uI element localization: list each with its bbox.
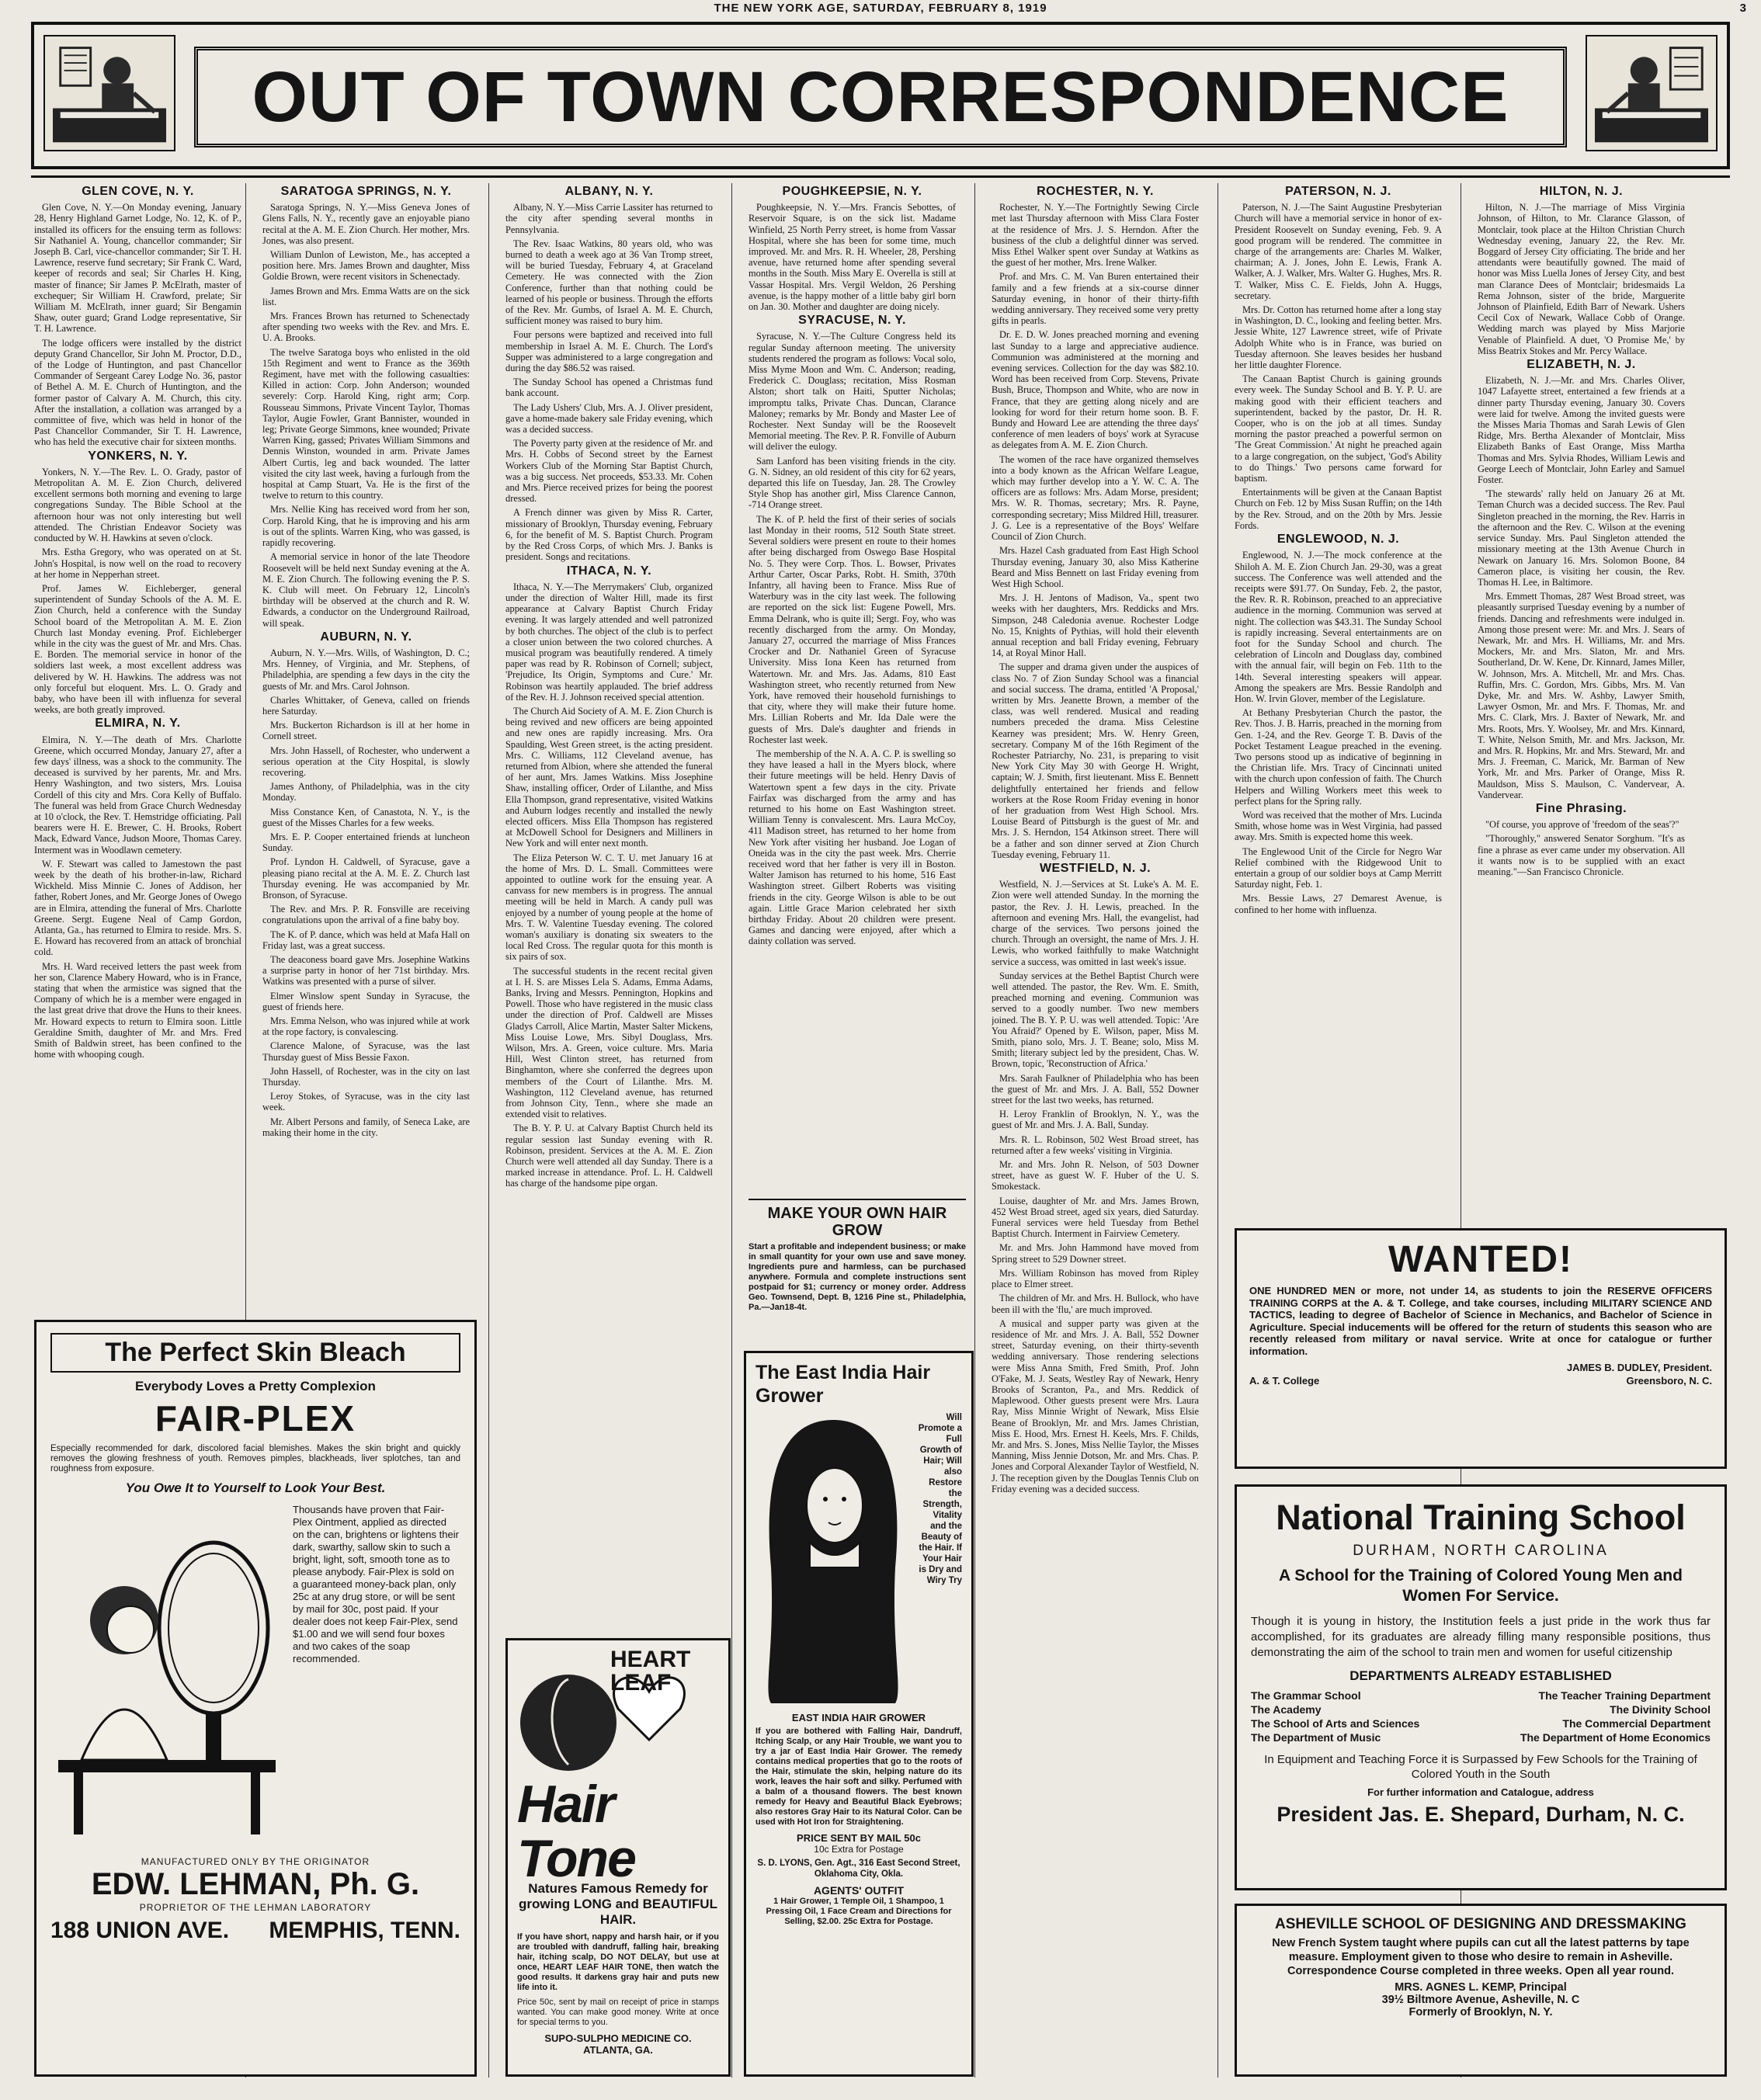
dateline-heading: GLEN COVE, N. Y. [82,185,194,198]
fairplex-maker-line: MANUFACTURED ONLY BY THE ORIGINATOR [141,1856,370,1867]
eastindia-title: The East India Hair Grower [755,1362,931,1407]
news-paragraph: Word was received that the mother of Mrs. Lucinda Smith, whose home was in West Virginia, had passed away. Mrs. Smith is expected home this week. [1235,809,1442,843]
news-paragraph: Mrs. H. Ward received letters the past week from her son, Clarence Mabery Howard, who is in France, stating that when the armistice was signed that the Company of which he is a member were engaged in the last great drive that drove the Huns to their knees. Mr. Howard expects to return to Elmira soon. Little Geraldine Smith, daughter of Mr. and Mrs. Fred Smith of Baldwin street, has been confined to the home with whooping cough. [34,960,241,1060]
heartleaf-company: SUPO-SULPHO MEDICINE CO. [544,2032,692,2044]
news-paragraph: Miss Constance Ken, of Canastota, N. Y., is the guest of the Misses Charles for a few weeks. [262,806,470,828]
dateline-heading: ROCHESTER, N. Y. [1037,185,1154,198]
news-paragraph: Poughkeepsie, N. Y.—Mrs. Francis Sebottes, of Reservoir Square, is on the sick list. Madame Winfield, 25 North Perry street, is home from Vassar Hospital, where she has been for some time, much improved. Mr. and Mrs. R. H. Wheeler, 28, Pershing avenue, have returned home after spending several months in the South. Miss Mary E. Overella is still at Vassar Hospital. Mrs. Vergil Weldon, 26 Pershing avenue, is the happy mother of a little baby girl born on Jan. 30. Mother and daughter are doing nicely. [749,202,956,313]
news-paragraph: Mrs. Nellie King has received word from her son, Corp. Harold King, that he is improving and his arm is out of the splints. Warren King, who was gassed, is rapidly recovering. [262,504,470,549]
news-paragraph: Mrs. Hazel Cash graduated from East High School Thursday evening, January 30, also Miss Katherine Beard and Miss Bennett on last Friday evening from West High School. [992,545,1199,589]
news-column-3 [505,183,713,1363]
news-paragraph: Clarence Malone, of Syracuse, was the last Thursday guest of Miss Bessie Faxon. [262,1040,470,1063]
news-paragraph: Hilton, N. J.—The marriage of Miss Virginia Johnson, of Hilton, to Mr. Clarance Glasson, of Montclair, took place at the Hilton Christian Church Wednesday evening, January 22, the Rev. Mr. Boggard of Jersey City officiating. The bride and her attendants were beautifully gowned. The maid of honor was Miss Luella Jones of Jersey City, and best man Clarance Dees of Montclair; bridesmaids La Rema Johnson, sister of the bride, Marguerite Johnson of Plainfield, Edith Barr of Newark. Ushers Cecil Cox of Newark, Wallace Cobb of Orange. Wedding march was played by Miss Marjorie Venable of Plainfield. A duet, 'O Promise Me,' by Miss Beatrix Stokes and Mr. Percy Wallace. [1478,202,1685,356]
news-paragraph: Sam Lanford has been visiting friends in the city. G. N. Sidney, an old resident of this city for 62 years, departed this life on Tuesday, Jan. 28. The Crowley Style Shop has another girl, Miss Clarence Cannon, -714 Orange street. [749,455,956,511]
news-paragraph: The Rev. and Mrs. P. R. Fonsville are receiving congratulations upon the arrival of a fine baby boy. [262,904,470,926]
news-paragraph: Ithaca, N. Y.—The Merrymakers' Club, organized under the direction of Walter Hill, made its first appearance at Calvary Baptist Church Friday evening. It was largely attended and well patronized by both churches. The object of the club is to perfect a closer union between the two colored churches. A musical program was beautifully rendered. A timely paper was read by R. Robinson of Cornell; subject, 'Prejudice, Its Origin, Symptoms and Cure.' Mr. Robinson was heartily applauded. The brief address of the Rev. H. J. Johnson received special attention. [505,581,713,703]
correspondent-illustration-left [45,36,174,150]
asheville-former: Formerly of Brooklyn, N. Y. [1408,2006,1553,2018]
department-name: The Department of Home Economics [1520,1731,1711,1744]
department-name: The Teacher Training Department [1538,1689,1711,1702]
news-paragraph: Charles Whittaker, of Geneva, called on friends here Saturday. [262,694,470,717]
banner-cut-right [1586,35,1718,151]
hairgrow-body: Start a profitable and independent business; or make in small quantity for your own use and save money. Ingredients pure and harmless, can be purchased anywhere. Formula and complete instructions sent postpaid for $1; currency or money order. Address Geo. Townsend, Dept. B, 1216 Pine st., Philadelphia, Pa.—Jan18-4t. [749,1242,966,1312]
wanted-title: WANTED! [1388,1239,1573,1280]
long-hair-icon [755,1412,911,1707]
department-name: The School of Arts and Sciences [1251,1717,1420,1730]
news-paragraph: Leroy Stokes, of Syracuse, was in the city last week. [262,1091,470,1113]
news-paragraph: Elmer Winslow spent Sunday in Syracuse, the guest of friends here. [262,990,470,1012]
fairplex-body: Thousands have proven that Fair-Plex Ointment, applied as directed on the can, brightens or lightens their dark, swarthy, sallow skin to such a bright, light, soft, smooth tone as to please anybody. Fair-Plex is sold on a guaranteed money-back plan, only 25c at any drug store, or will be sent by mail for 30c, post paid. If your dealer does not keep Fair-Plex, send $1.00 and we will send four boxes and two cakes of the soap recommended. [293,1504,459,1664]
eastindia-company: S. D. LYONS, Gen. Agt., 316 East Second Street, Oklahoma City, Okla. [757,1859,960,1879]
news-paragraph: The Rev. Isaac Watkins, 80 years old, who was burned to death a week ago at 36 Van Tromp street, will be buried Tuesday, February 4, at Graceland Cemetery. He was connected with the Zion Conference, further than that nothing could be learned of his people or business. Through the efforts of the Rev. Mr. Gumbs, of Israel A. M. E. Church, sufficient money was raised to bury him. [505,238,713,327]
heartleaf-logo-main: Hair Tone [517,1775,635,1888]
mirror-icon [50,1504,283,1845]
eastindia-body: If you are bothered with Falling Hair, Dandruff, Itching Scalp, or any Hair Trouble, we want you to try a jar of East India Hair Grower. The remedy contains medical properties that go to the roots of the Hair, stimulate the skin, helping nature do its work, leaves the hair soft and silky. Perfumed with a balm of a thousand flowers. The best known remedy for Heavy and Beautiful Black Eyebrows; also restores Gray Hair to its Natural Color. Can be used with Hot Iron for Straightening. [755,1727,962,1827]
national-dept-list [1251,1689,1711,1744]
fairplex-subhead: You Owe It to Yourself to Look Your Best. [125,1480,386,1495]
column-rule [1217,183,1218,2077]
national-body: Though it is young in history, the Institution feels a just pride in the work thus far accomplished, for its graduates are already filling many responsible positions, thus demonstrating the aim of the school to train men and women for useful citizenship [1251,1615,1711,1659]
news-paragraph: Elizabeth, N. J.—Mr. and Mrs. Charles Oliver, 1047 Lafayette street, entertained a few friends at a dinner party Thursday evening, January 30. Covers were laid for twelve. Among the invited guests were the Misses Maria Thomas and Sarah Lewis of Glen Ridge, Mrs. Bertha Alexander of Montclair, Miss Elizabeth Banks of East Orange, Miss Martha Thomas and Mrs. Sylvia Rhodes, William Lewis and George Leech of Montclair, John Earley and Samuel Foster. [1478,375,1685,486]
dateline-heading: PATERSON, N. J. [1285,185,1391,198]
news-paragraph: Mrs. J. H. Jentons of Madison, Va., spent two weeks with her daughters, Mrs. Reddicks and Mrs. Simpson, 248 Caledonia avenue. Rochester Lodge No. 15, Knights of Pythias, will hold their eleventh annual reception and ball Friday evening, February 14, at Royal Minor Hall. [992,592,1199,659]
hairgrow-ad [749,1199,966,1345]
news-paragraph: Mrs. John Hassell, of Rochester, who underwent a serious operation at the City Hospital, is slowly recovering. [262,745,470,778]
news-paragraph: The Sunday School has opened a Christmas fund bank account. [505,377,713,399]
fairplex-city: MEMPHIS, TENN. [269,1918,460,1943]
news-paragraph: Yonkers, N. Y.—The Rev. L. O. Grady, pastor of Metropolitan A. M. E. Zion Church, delivered excellent sermons both morning and evening to large congregations Sunday. The Bible School at the afternoon hour was not only interesting but well attended. The Christian Endeavor Society was conducted by W. H. Hawkins at seven o'clock. [34,466,241,544]
news-paragraph: Mrs. Frances Brown has returned to Schenectady after spending two weeks with the Rev. and Mrs. E. U. A. Brooks. [262,311,470,344]
dateline-heading: HILTON, N. J. [1539,185,1624,198]
eastindia-postage: 10c Extra for Postage [814,1844,904,1855]
department-name: The Department of Music [1251,1731,1381,1744]
news-paragraph: The deaconess board gave Mrs. Josephine Watkins a surprise party in honor of her 71st birthday. Mrs. Watkins was presented with a purse of silver. [262,954,470,988]
news-paragraph: A French dinner was given by Miss R. Carter, missionary of Brooklyn, Thursday evening, February 6, for the benefit of M. S. Baptist Church. Program by the Red Cross Corps, of which Mrs. J. Banks is president. Songs and recitations. [505,507,713,563]
news-paragraph: Rochester, N. Y.—The Fortnightly Sewing Circle met last Thursday afternoon with Miss Clara Foster at the residence of Mrs. J. S. Herndon. After the business of the club a delightful dinner was served. Miss Ethel Walker spent over Sunday at Watkins as the guest of her mother, Mrs. Irene Walker. [992,202,1199,269]
fairplex-ad [34,1320,477,2077]
column-rule [974,183,975,2077]
news-paragraph: The Church Aid Society of A. M. E. Zion Church is being revived and new officers are being appointed and new ones are rapidly increasing. Mrs. Ora Spaulding, West Green street, is the acting president. Mrs. C. Williams, 112 Cleveland avenue, has returned from Albion, where she attended the funeral of her aunt, Mrs. James Watkins. Miss Josephine Shaw, installing officer, Order of Lilanthe, and Miss Ella Thompson, grand representative, visited Watkins and Auburn lodges recently and installed the newly elected officers. Miss Ella Thompson has registered at McDowell School for Designers and Milliners in New York and will enter next month. [505,705,713,849]
news-paragraph: "Thoroughly," answered Senator Sorghum. "It's as fine a phrase as ever came under my observation. All it wants now is to be supplied with an exact meaning."—San Francisco Chronicle. [1478,833,1685,877]
news-paragraph: Mrs. Emmett Thomas, 287 West Broad street, was pleasantly surprised Tuesday evening by a number of friends. Dancing and refreshments were indulged in. Among those present were: Mr. and Mrs. J. Sears of Newark, Mr. and Mrs. H. Williams, Mr. and Mrs. Mockers, Mr. and Mrs. Slaton, Mr. and Mrs. Southerland, Dr. W. Kene, Dr. Kinnard, James Miller, W. Johnson, Mrs. A. Mitchell, Mr. and Mrs. Chas. Ruffin, Mrs. C. Gordon, Mrs. Gibbs, Mrs. M. Van Dyke, Mr. and Mrs. W. Ashby, Lawyer Smith, Lawyer Osmon, Mr. and Mrs. F. Thomas, Mr. and Mrs. C. Clark, Mrs. J. Baxter of Newark, Mr. and Mrs. Roots, Mrs. Y. Woolsey, Mr. and Mrs. Kinnard, T. White, Nelson Smith, Mr. and Mrs. Jackson, Mr. and Mrs. R. Hopkins, Mr. and Mrs. Steward, Mr. and Mrs. J. Freeman, C. Marick, Mr. Barman of New York, Mr. and Mrs. Parker of Orange, Miss R. Mauldson, Miss S. Maulson, C. Vandervear, A. Vandervear. [1478,591,1685,800]
news-paragraph: John Hassell, of Rochester, was in the city on last Thursday. [262,1065,470,1088]
department-row [1251,1689,1711,1703]
news-paragraph: Syracuse, N. Y.—The Culture Congress held its regular Sunday afternoon meeting. The university students rendered the program as follows: Vocal solo, Miss Myme Moon and Wm. C. Anderson; reading, Frederick C. Douglass; recitation, Miss Rosman Alston; short talk on Haiti, Sputter Nicholas; impromptu talks, Private Chas. Duncan, Clarance Maloney; remarks by Mr. Bondy and Master Lee of Rochester. Next Sunday will be the Roosevelt Memorial meeting. The Rev. P. R. Fonville of Auburn will deliver the eulogy. [749,331,956,453]
news-paragraph: Mr. and Mrs. John R. Nelson, of 503 Downer street, have as guest W. F. Huber of the U. S. Smokestack. [992,1159,1199,1192]
masthead-line: THE NEW YORK AGE, SATURDAY, FEBRUARY 8, 1919 [714,2,1047,15]
news-paragraph: The children of Mr. and Mrs. H. Bullock, who have been ill with the 'flu,' are much improved. [992,1293,1199,1315]
dateline-heading: ELMIRA, N. Y. [95,717,181,731]
heartleaf-city: ATLANTA, GA. [583,2044,653,2056]
fairplex-recommend: Especially recommended for dark, discolored facial blemishes. Makes the skin bright and quickly removes the glowing freshness of youth. Removes pimples, blackheads, liver splotches, tan and roughness from exposure. [50,1444,460,1473]
fairplex-tagline: Everybody Loves a Pretty Complexion [135,1379,376,1394]
dateline-heading: ELIZABETH, N. J. [1527,358,1636,372]
news-paragraph: Glen Cove, N. Y.—On Monday evening, January 28, Henry Highland Garnet Lodge, No. 12, K. of P., installed its officers for the ensuing term as follows: Sir Nathaniel A. Young, chancellor commander; Sir Joseph B. Carl, vice-chancellor commander; Sir T. H. Lawrence, reserve fund secretary; Sir Frank C. Ward, keeper of records and seal; Sir Charles H. King, master of finance; Sir James P. McElrath, master of exchequer; Sir William H. Crawford, prelate; Sir William M. McElrath, inner guard; Sir Bengamin Shaw, outer guard; Grand Lodge representative, Sir T. H. Lawrence. [34,202,241,335]
news-paragraph: Mrs. Sarah Faulkner of Philadelphia who has been the guest of Mr. and Mrs. J. A. Ball, 552 Downer street for the last two weeks, has returned. [992,1072,1199,1106]
news-paragraph: The Englewood Unit of the Circle for Negro War Relief combined with the Ridgewood Unit to entertain a group of our soldier boys at Camp Merritt Saturday night, Feb. 1. [1235,845,1442,890]
eastindia-ad [744,1351,974,2077]
wanted-ad [1235,1228,1727,1469]
banner-title: OUT OF TOWN CORRESPONDENCE [194,47,1567,148]
news-paragraph: Mr. Albert Persons and family, of Seneca Lake, are making their home in the city. [262,1116,470,1138]
national-training-ad [1235,1484,1727,1890]
news-paragraph: The Poverty party given at the residence of Mr. and Mrs. H. Cobbs of Second street by the Earnest Workers Club of the Morning Star Baptist Church, was a big success. Net proceeds, $53.33. Mr. Cohen and Mrs. Pierce received prizes for being the poorest dressed. [505,438,713,505]
news-paragraph: The membership of the N. A. A. C. P. is swelling so they have leased a hall in the Myers block, where their future meetings will be held. Henry Davis of Watertown spent a few days in the city. Private Fairfax was discharged from the army and has returned to his home on East Washington street. William Tenny is convalescent. Mrs. Laura McCoy, 411 Madison street, has returned to her home from New York after visiting her husband. Joe Logan of Oneida was in the city the past week. Mrs. Cherrie received word that her father is very ill in Boston. Walter Jamison has returned to his home, 516 East Washington street. Gilbert Roberts was visiting friends in the city. George Wilson is able to be out again. Little Grace Marion celebrated her sixth birthday Friday. About 20 children were present. Games and dancing were enjoyed, after which a dainty collation was served. [749,748,956,947]
news-paragraph: Four persons were baptized and received into full membership in Israel A. M. E. Church. The Lord's Supper was administered to a large congregation and during the day $86.52 was raised. [505,329,713,374]
national-dept-title: DEPARTMENTS ALREADY ESTABLISHED [1349,1668,1612,1683]
news-paragraph: The women of the race have organized themselves into a body known as the African Welfare League, which may further develop into a Y. W. C. A. The officers are as follows: Mrs. Adam Morse, president; Mrs. W. R. Thomas, secretary; Mrs. R. Payne, corresponding secretary; Miss Mildred Hill, treasurer. J. G. Lee is a representative of the Boys' Welfare Council of Zion Church. [992,453,1199,543]
news-paragraph: Dr. E. D. W. Jones preached morning and evening last Sunday to a large and appreciative audience. Communion was administered at the morning and evening services. Collection for the day was $82.10. Word has been received from Corp. Stevens, Private Bush, Bruce, Thompson and White, who are now in France, that they are getting along nicely and are looking for word for their return home soon. B. F. Bundy and Howard Lee are attending the three days' conference of men leaders of boys' work at Syracuse as delegates from A. M. E. Zion Church. [992,329,1199,451]
wanted-body: ONE HUNDRED MEN or more, not under 14, as students to join the RESERVE OFFICERS TRAINING CORPS at the A. & T. College, and take courses, including MILITARY SCIENCE AND TACTICS, leading to degree of Bachelor of Science in Mechanics, and Bachelor of Science in Agriculture. Special inducements will be offered for the return of students this season who are recently released from military or naval service. Write at once for catalogue or further information. [1249,1285,1712,1357]
news-paragraph: James Anthony, of Philadelphia, was in the city Monday. [262,781,470,804]
news-paragraph: Mr. and Mrs. John Hammond have moved from Spring street to 529 Downer street. [992,1242,1199,1265]
news-paragraph: Mrs. R. L. Robinson, 502 West Broad street, has returned after a few weeks' visiting in Virginia. [992,1133,1199,1156]
eastindia-agents-title: AGENTS' OUTFIT [813,1884,905,1897]
news-paragraph: Mrs. Buckerton Richardson is ill at her home in Cornell street. [262,720,470,742]
dateline-heading: YONKERS, N. Y. [88,449,188,463]
dateline-heading: POUGHKEEPSIE, N. Y. [782,185,922,198]
news-paragraph: The B. Y. P. U. at Calvary Baptist Church held its regular session last Sunday evening with R. Robinson, president. Services at the A. M. E. Zion Church were well attended all day Sunday. There is a marked increase in attendance. Prof. L. H. Caldwell has charge of the handsome pipe organ. [505,1123,713,1189]
fairplex-title: The Perfect Skin Bleach [50,1333,460,1373]
page-number: 3 [1739,2,1747,15]
department-row [1251,1730,1711,1744]
news-column-6 [1235,183,1442,1216]
news-paragraph: Saratoga Springs, N. Y.—Miss Geneva Jones of Glens Falls, N. Y., recently gave an enjoyable piano recital at the A. M. E. Zion Church. Her mother, Mrs. Jones, was also present. [262,202,470,246]
news-paragraph: "Of course, you approve of 'freedom of the seas'?" [1485,819,1679,831]
department-name: The Academy [1251,1703,1322,1716]
column-rule [488,183,489,2077]
news-paragraph: Sunday services at the Bethel Baptist Church were well attended. The pastor, the Rev. Wm. E. Smith, preached morning and evening. Communion was served to a goodly number. Two new members joined. The B. Y. P. U. was well attended. Topic: 'Are You Afraid?' Opened by E. Wilson, paper, Miss M. Smith, piano solo, Mrs. J. T. Beane; solo, Miss M. Smith; literary subject led by the president, Chas. W. Brown, topic, 'Reconstruction of Africa.' [992,970,1199,1070]
dateline-heading: AUBURN, N. Y. [320,630,412,644]
national-closing: In Equipment and Teaching Force it is Surpassed by Few Schools for the Training of Colored Youth in the South [1264,1753,1697,1781]
news-paragraph: Englewood, N. J.—The mock conference at the Shiloh A. M. E. Zion Church Jan. 29-30, was a great success. The Conference was well attended and the receipts were $91.77. On Sunday, Feb. 2, the pastor, the Rev. R. R. Robinson, preached to an appreciative audience in the morning. Communion was served at night. The collection was $43.31. The Sunday School is rapidly increasing. Several entertainments are on foot for the Sunday School and church. The celebration of Lincoln and Douglass day, combined with the annual fair, will begin on Feb. 11th to the 14th. Several interesting speakers will appear. Among the speakers are Mrs. Bessie Randolph and Hon. W. Irvin Glover, member of the Legislature. [1235,550,1442,704]
banner-rule [31,175,1730,178]
news-paragraph: Entertainments will be given at the Canaan Baptist Church on Feb. 12 by Miss Susan Ruffin; on the 14th by the Rev. Stroud, and on the 20th by Mrs. Jessie Fords. [1235,487,1442,531]
fairplex-maker-sub: PROPRIETOR OF THE LEHMAN LABORATORY [139,1902,372,1913]
woman-long-hair-illustration [755,1412,911,1707]
fairplex-product: FAIR-PLEX [155,1398,356,1439]
national-sub: A School for the Training of Colored Young Men and Women For Service. [1279,1567,1683,1605]
news-column-4 [749,183,956,1371]
eastindia-agents: 1 Hair Grower, 1 Temple Oil, 1 Shampoo, 1 Pressing Oil, 1 Face Cream and Directions for Selling, $2.00. 25c Extra for Postage. [766,1897,952,1926]
asheville-title: ASHEVILLE SCHOOL OF DESIGNING AND DRESSMAKING [1275,1916,1686,1932]
dateline-heading: ITHACA, N. Y. [566,564,652,578]
woman-mirror-illustration [50,1504,283,1845]
department-name: The Commercial Department [1562,1717,1711,1730]
news-paragraph: Louise, daughter of Mr. and Mrs. James Brown, 452 West Broad street, aged six years, died Saturday. Funeral services were held Tuesday from Bethel Baptist Church. Interment in Fairview Cemetery. [992,1195,1199,1240]
news-paragraph: William Dunlon of Lewiston, Me., has accepted a position here. Mrs. James Brown and daughter, Miss Goldie Brown, were recent visitors in Schenectady. [262,249,470,283]
news-paragraph: The Eliza Peterson W. C. T. U. met January 16 at the home of Mrs. D. L. Small. Committees were appointed to outline work for the ensuing year. A canvass for new members is in progress. The annual meeting will be held in March. A candy pull was enjoyed by a number of young people at the home of Mrs. T. W. Valentine Tuesday evening. The colored woman's auxiliary is donating six sweaters to the local Red Cross. The regular quota for this month is six pairs of sox. [505,852,713,963]
news-paragraph: Albany, N. Y.—Miss Carrie Lassiter has returned to the city after spending several months in Pennsylvania. [505,202,713,235]
news-paragraph: Mrs. Dr. Cotton has returned home after a long stay in Washington, D. C., looking and feeling better. Mrs. Jessie White, 127 Lawrence street, wife of Private Adolph White who is in France, was buried on Tuesday afternoon. She leaves besides her husband her little daughter Florence. [1235,304,1442,371]
news-paragraph: Prof. and Mrs. C. M. Van Buren entertained their family and a few friends at a six-course dinner Saturday evening, in honor of their thirty-fifth wedding anniversary. They received some very pretty gifts in pearls. [992,271,1199,327]
news-paragraph: The K. of P. held the first of their series of socials last Monday in their rooms, 512 South State street. Several soldiers were present en route to their homes after being discharged from Oswego Base Hospital No. 5. They were Corp. Thos. L. Bowser, Privates Arthur Carter, Oscar Parks, Robt. H. Smith, 370th Infantry, all having been to France. Miss Rue of Waterbury was in the city last week. The following are reported on the sick list: Eugene Powell, Mrs. Emma Delrank, who is quite ill; Sergt. Foy, who was recently discharged from the army. On Monday, January 27, occurred the marriage of Miss Frances Crocker and Dr. Nathaniel Green of Syracuse University. Miss Iona Keen has returned from Watertown. Mr. and Mrs. Jas. Adams, 810 East Washington street, who recently returned from New York, have removed their household furnishings to that city, where they will make their future home. Mrs. Lillian Roberts and Mr. Ida Dale were the guests of Mrs. Dale's daughter and friends in Rochester last week. [749,513,956,745]
news-paragraph: Auburn, N. Y.—Mrs. Wills, of Washington, D. C.; Mrs. Henney, of Virginia, and Mr. Stephens, of Philadelphia, are spending a few days in the city the guests of Mr. and Mrs. Carol Johnson. [262,647,470,692]
column-rule [731,183,732,2077]
dateline-heading: ALBANY, N. Y. [564,185,654,198]
news-paragraph: The lodge officers were installed by the district deputy Grand Chancellor, Sir John M. Proctor, D.D., of the Lodge of Huntington, and past Chancellor Commander of Sergeant Carey Lodge No. 36, pastor of Bethel A. M. E. Church of Huntington, and the former pastor of Calvary A. M. Church, this city. After the installation, a collation was arranged by a committee of five, which was held in honor of the Past Chancellor Commander, Sir T. H. Lawrence, who has held the executive chair for sixteen months. [34,337,241,448]
news-paragraph: Elmira, N. Y.—The death of Mrs. Charlotte Greene, which occurred Monday, January 27, after a few days' illness, was a shock to the community. The deceased is survived by her parents, Mr. and Mrs. Henry Washington, and two sisters, Mrs. Louisa Cordell of this city and Mrs. Cora Kelly of Buffalo. The funeral was held from Grace Church Wednesday at 10 o'clock, the Rev. T. Hemstridge officiating. Pall bearers were H. E. Brewer, C. H. Brooks, Robert Mack, Edward Vance, Judson Moore, Thomas Carey. Interment was in Woodlawn cemetery. [34,734,241,856]
news-paragraph: The K. of P. dance, which was held at Mafa Hall on Friday last, was a great success. [262,929,470,951]
correspondent-illustration-right [1587,36,1716,150]
department-row [1251,1716,1711,1730]
news-paragraph: The Canaan Baptist Church is gaining grounds every week. The Sunday School and B. Y. P. U. are making good with their efficient teachers and superintendent, backed by the pastor, Dr. H. R. Cooper, who is on the job at all times. Sunday morning the pastor preached a powerful sermon on 'The Great Commission.' At night he preached again to a large congregation, on the subject, 'God's Ability to do Things.' Two persons came forward for baptism. [1235,373,1442,484]
news-paragraph: James Brown and Mrs. Emma Watts are on the sick list. [262,285,470,307]
news-paragraph: Prof. James W. Eichleberger, general superintendent of Sunday Schools of the A. M. E. Zion Church, held a conference with the Sunday School board of the Metropolitan A. M. E. Zion Church last Monday evening. Prof. Eichleberger while in the city was the guest of Mr. and Mrs. Chas. E. Borden. The memorial service in honor of the soldiers last week, a most excellent address was delivered by W. H. Hawkins. The address was not only forceful but eloquent. Mrs. L. O. Grady and baby, who have been ill with influenza for several weeks, are both greatly improved. [34,582,241,716]
heartleaf-logo-top: HEART LEAF [610,1647,691,1696]
fairplex-maker: EDW. LEHMAN, Ph. G. [91,1867,420,1901]
news-paragraph: Mrs. Estha Gregory, who was operated on at St. John's Hospital, is now well on the road to recovery at her home in Nepperhan street. [34,547,241,580]
masthead [0,0,1761,17]
dateline-heading: ENGLEWOOD, N. J. [1276,533,1400,547]
news-paragraph: H. Leroy Franklin of Brooklyn, N. Y., was the guest of Mr. and Mrs. J. A. Ball, Sunday. [992,1109,1199,1131]
news-paragraph: The supper and drama given under the auspices of class No. 7 of Zion Sunday School was a financial and social success. The drama, entitled 'A Proposal,' written by Mrs. Jeanette Brown, a member of the class, was well rendered. Musical and reading numbers preceded the drama. Miss Celestine Kearney was president; Mrs. W. Henry Green, secretary. Company M of the 16th Regiment of the Rochester Patriarchy, No. 231, is preparing to visit New York City May 30 with George H. Wright, captain; W. J. Smith, first lieutenant. Miss E. Bennett delightfully entertained her friends and fellow workers at the Rose Room Friday evening in honor of her graduation from West High School. Mrs. Louise Beard of Pittsburgh is the guest of Mr. and Mrs. J. S. Herndon, 154 Atkinson street. There will be a father and son dinner served at Zion Church Tuesday evening, February 11. [992,661,1199,860]
news-paragraph: Paterson, N. J.—The Saint Augustine Presbyterian Church will have a memorial service in honor of ex-President Roosevelt on Sunday evening, Feb. 9. A good program will be rendered. The committee in charge of the arrangements are: Charles M. Walker, chairman; A. J. Jones, John E. Lewis, Frank A. Walker, A. J. Walker, Mrs. Walter G. Hughes, Mrs. R. T. Walker, Miss C. E. Fields, John A. Huggs, secretary. [1235,202,1442,301]
banner-cut-left [43,35,175,151]
fairplex-address: 188 UNION AVE. [50,1918,230,1943]
news-paragraph: Mrs. William Robinson has moved from Ripley place to Elmer street. [992,1267,1199,1290]
asheville-address: 39½ Biltmore Avenue, Asheville, N. C [1381,1994,1580,2006]
heartleaf-price: Price 50c, sent by mail on receipt of price in stamps wanted. You can make good money. Write at once for special terms to you. [517,1998,719,2027]
national-info: For further information and Catalogue, address [1367,1786,1594,1798]
news-paragraph: 'The stewards' rally held on January 26 at Mt. Teman Church was a decided success. The Rev. Paul Singleton preached in the morning, the Rev. Harris in the afternoon and the Rev. C. Wilson at the evening service Sunday. Mrs. Paul Singleton attended the missionary meeting at the 13th Avenue Church in Newark on January 16. Mrs. Solomon Boone, 84 Cameron place, is visiting her cousin, the Rev. Thomas H. Lee, in Baltimore. [1478,488,1685,588]
asheville-body: New French System taught where pupils can cut all the latest patterns by tape measure. Employment given to those who desire to remain in Asheville. Correspondence Course completed in three weeks. Open all year round. [1272,1937,1690,1977]
national-title: National Training School [1276,1498,1686,1537]
national-place: DURHAM, NORTH CAROLINA [1353,1543,1609,1559]
asheville-ad [1235,1904,1727,2077]
news-paragraph: Mrs. E. P. Cooper entertained friends at luncheon Sunday. [262,831,470,854]
heartleaf-slogan: Natures Famous Remedy for growing LONG and BEAUTIFUL HAIR. [519,1881,717,1927]
heartleaf-ad [505,1638,731,2077]
news-paragraph: W. F. Stewart was called to Jamestown the past week by the death of his brother-in-law, Richard Wickheld. Miss Minnie C. Jones of Addison, her father, Robert Jones, and Mr. George Jones of Owego are in Elmira, attending the funeral of Mrs. Charlotte Greene. Sergt. Eugene Neal of Camp Gordon, Atlanta, Ga., has returned to Elmira to reside. Mrs. S. E. Howard has recovered from an attack of bronchial cold. [34,858,241,958]
news-paragraph: Mrs. Emma Nelson, who was injured while at work at the rope factory, is convalescing. [262,1015,470,1038]
hairgrow-title: MAKE YOUR OWN HAIR GROW [767,1205,947,1239]
news-column-1 [34,183,241,1304]
wanted-signer: JAMES B. DUDLEY, President. [1566,1362,1712,1373]
department-row [1251,1703,1711,1716]
asheville-principal: MRS. AGNES L. KEMP, Principal [1395,1981,1567,1994]
heartleaf-logo [517,1647,719,1888]
news-paragraph: The twelve Saratoga boys who enlisted in the old 15th Regiment and went to France as the 369th Regiment, have met with the following casualties: Killed in action: Corp. John Anderson; wounded severely: Corp. Harold King, right arm; Corp. Rousseau Simmons, Private Vincent Taylor, Thomas Taylor, Augie Fowler, Grant Bannister, wounded in leg; Private George Simmons, knee wounded; Private Warren King, gassed; Privates William Simmons and Dennis Winston, wounded in arm. Private James Albert Curtis, leg and back wounded. The latter visited the city last week, having a furlough from the hospital at Camp Stuart, Va. He is the first of the twelve to return to this country. [262,346,470,502]
news-paragraph: Westfield, N. J.—Services at St. Luke's A. M. E. Zion were well attended Sunday. In the morning the pastor, the Rev. J. H. Lewis, preached. In the afternoon and evening Mrs. Hall, the evangelist, had charge of the services. Two persons joined the church. Through an oversight, the name of Mrs. J. H. Lewis, who worked faithfully to make Watchnight service a success, was omitted in last week's issue. [992,879,1199,967]
news-paragraph: Mrs. Bessie Laws, 27 Demarest Avenue, is confined to her home with influenza. [1235,893,1442,915]
news-paragraph: A memorial service in honor of the late Theodore Roosevelt will be held next Sunday evening at the A. M. E. Zion Church. The following evening the P. S. K. Club will meet. On February 12, Lincoln's birthday will be observed at the church and R. W. Edwards, a conductor on the Underground Railroad, will speak. [262,551,470,629]
department-name: The Grammar School [1251,1689,1361,1702]
wanted-college: A. & T. College [1249,1375,1320,1387]
dateline-heading: Fine Phrasing. [1535,801,1627,815]
news-paragraph: A musical and supper party was given at the residence of Mr. and Mrs. J. A. Ball, 552 Downer street, Saturday evening, on their thirty-seventh wedding anniversary. Those rendering selections were Miss Anna Smith, Fred Smith, Prof. John O'Fake, M. J. Seats, Westley Ray of Newark, Henry Brooks of Scranton, Pa., and Mrs. Reddick of Maplewood. Other guests present were Mrs. Laura Ray, Miss Minnie Wright of Newark, Miss Elsie Beane of Brooklyn, Mr. and Mrs. James Christian, Miss E. Hood, Mrs. Ernest H. Keels, Mrs. F. Childs, Mr. and Mrs. S. Jones, Miss Nellie Taylor, the Misses Manning, Miss Jennie Dotson, Mr. and Mrs. Chas. P. Jones and Corporal Alexander Taylor of Westfield, N. J. The reception given by the Douglas Tennis Club on Friday evening was a decided success. [992,1317,1199,1494]
department-name: The Divinity School [1610,1703,1711,1716]
heartleaf-body: If you have short, nappy and harsh hair, or if you are troubled with dandruff, falling hair, breaking hair, itching scalp, DO NOT DELAY, but use at once, HEART LEAF HAIR TONE, then watch the good results. It darkens gray hair and puts new life into it. [517,1932,719,1992]
news-paragraph: Prof. Lyndon H. Caldwell, of Syracuse, gave a pleasing piano recital at the A. M. E. Z. Church last Thursday evening. He was accompanied by Mr. Bronson, of Syracuse. [262,856,470,901]
eastindia-price: PRICE SENT BY MAIL 50c [797,1832,921,1844]
dateline-heading: SARATOGA SPRINGS, N. Y. [280,185,452,198]
news-paragraph: The successful students in the recent recital given at I. H. S. are Misses Lela S. Adams, Emma Adams, Banks, Irving and Messrs. Pennington, Hopkins and Powell. Those who have registered in the music class under the direction of Prof. Caldwell are Misses Gladys Carroll, Alice Martin, Master Salter Mickens, Miss Louise Lowe, Mrs. Sibyl Douglass, Mrs. Wilson, Mrs. A. Green, voice culture. Mrs. Maria Hill, West Clinton street, has returned from Binghamton, where she conferred the degrees upon members of the Court of Lilanthe. Mrs. M. Washington, 112 Cleveland avenue, has returned from Johnson City, Tenn., where she made an extended visit to relatives. [505,965,713,1120]
news-paragraph: The Lady Ushers' Club, Mrs. A. J. Oliver president, gave a home-made bakery sale Friday evening, which was a decided success. [505,401,713,436]
national-president: President Jas. E. Shepard, Durham, N. C. [1276,1803,1685,1826]
news-paragraph: At Bethany Presbyterian Church the pastor, the Rev. Thos. J. B. Harris, preached in the morning from Gen. 1-24, and the Rev. George T. B. Davis of the Pocket Testament League preached in the evening. Two persons stood up as indicative of beginning in the Christian life. Mrs. Tracy of Cincinnati united with the church upon confession of faith. The Church Helpers and Willing Workers meet this week to perfect plans for the Spring rally. [1235,707,1442,807]
eastindia-product: EAST INDIA HAIR GROWER [791,1712,926,1723]
dateline-heading: WESTFIELD, N. J. [1039,861,1151,875]
eastindia-side: Will Promote a Full Growth of Hair; Will also Restore the Strength, Vitality and the Beauty of the Hair. If Your Hair is Dry and Wiry Try [918,1413,962,1585]
news-column-5 [992,183,1199,2077]
wanted-place: Greensboro, N. C. [1626,1375,1712,1387]
dateline-heading: SYRACUSE, N. Y. [798,314,906,328]
news-column-7 [1478,183,1685,1216]
